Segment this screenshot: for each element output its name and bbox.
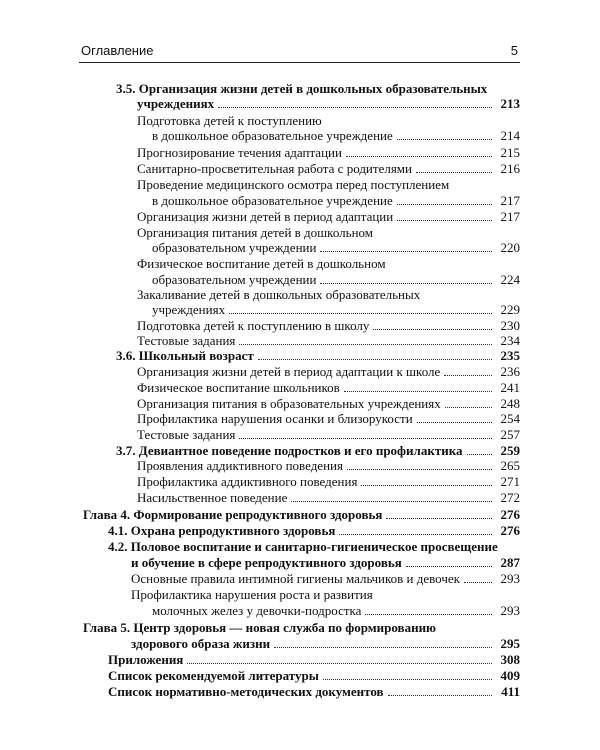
toc-entry-page-number: 213 [500, 96, 520, 111]
toc-entry-title: Насильственное поведение [137, 490, 288, 505]
dot-leader [417, 422, 492, 423]
toc-entry-title: учреждениях [152, 302, 226, 317]
toc-entry-page-number: 295 [500, 636, 520, 651]
toc-entry[interactable] [137, 209, 520, 224]
toc-entry-page-number: 216 [500, 161, 520, 176]
toc-entry-title: Профилактика аддиктивного поведения [137, 474, 358, 489]
toc-entry-title: Список нормативно-методических документов [108, 684, 384, 699]
dot-leader [388, 695, 492, 696]
toc-entry-title: Список рекомендуемой литературы [108, 668, 319, 683]
toc-entry-page-number: 241 [500, 380, 520, 395]
toc-entry-page-number: 293 [500, 603, 520, 618]
dot-leader [386, 518, 492, 519]
toc-entry-title: здорового образа жизни [131, 636, 271, 651]
toc-entry[interactable] [152, 302, 520, 317]
toc-entry-title: Проявления аддиктивного поведения [137, 458, 343, 473]
toc-entry-first-line: Закаливание детей в дошкольных образовательных [137, 287, 421, 302]
toc-entry-page-number: 257 [500, 427, 520, 442]
toc-entry-title: в дошкольное образовательное учреждение [152, 193, 393, 208]
dot-leader [187, 663, 492, 664]
toc-entry[interactable] [137, 411, 520, 426]
dot-leader [467, 454, 493, 455]
toc-entry-page-number: 235 [500, 348, 520, 363]
toc-entry[interactable] [137, 474, 520, 489]
toc-entry[interactable] [131, 571, 520, 586]
dot-leader [444, 375, 492, 376]
toc-entry-first-line: Глава 5. Центр здоровья — новая служба по формированию [83, 620, 436, 635]
toc-entry-title: Подготовка детей к поступлению в школу [137, 318, 370, 333]
toc-entry-page-number: 308 [500, 652, 520, 667]
dot-leader [373, 329, 492, 330]
toc-entry-page-number: 224 [500, 272, 520, 287]
toc-entry-page-number: 276 [500, 507, 520, 522]
toc-entry-page-number: 234 [500, 333, 520, 348]
toc-entry[interactable] [152, 193, 520, 208]
toc-entry-title: Приложения [108, 652, 184, 667]
dot-leader [320, 251, 492, 252]
toc-entry-page-number: 248 [500, 396, 520, 411]
toc-entry-title: образовательном учреждении [152, 240, 317, 255]
toc-entry-page-number: 217 [500, 193, 520, 208]
dot-leader [320, 283, 492, 284]
dot-leader [239, 344, 492, 345]
toc-entry-page-number: 276 [500, 523, 520, 538]
toc-entry-title: образовательном учреждении [152, 272, 317, 287]
toc-entry-page-number: 265 [500, 458, 520, 473]
dot-leader [218, 107, 492, 108]
running-header-title: Оглавление [81, 43, 154, 58]
running-header-page-number: 5 [510, 43, 518, 58]
toc-entry[interactable] [108, 684, 520, 699]
toc-entry-page-number: 411 [501, 684, 520, 699]
toc-entry-first-line: Физическое воспитание детей в дошкольном [137, 256, 386, 271]
toc-entry-first-line: 3.5. Организация жизни детей в дошкольных образовательных [116, 81, 488, 96]
toc-entry[interactable] [137, 96, 520, 111]
toc-entry[interactable] [116, 443, 520, 458]
dot-leader [416, 172, 492, 173]
dot-leader [291, 501, 492, 502]
toc-entry[interactable] [137, 490, 520, 505]
toc-entry-title: Профилактика нарушения осанки и близорукости [137, 411, 413, 426]
dot-leader [397, 139, 492, 140]
toc-entry[interactable] [137, 458, 520, 473]
dot-leader [361, 485, 492, 486]
toc-entry-page-number: 215 [500, 145, 520, 160]
dot-leader [239, 438, 492, 439]
toc-entry-title: молочных желез у девочки-подростка [152, 603, 362, 618]
toc-entry-title: в дошкольное образовательное учреждение [152, 128, 393, 143]
toc-entry[interactable] [116, 348, 520, 363]
dot-leader [344, 391, 492, 392]
toc-entry-page-number: 220 [500, 240, 520, 255]
toc-entry-page-number: 272 [500, 490, 520, 505]
dot-leader [397, 220, 492, 221]
toc-entry-page-number: 229 [500, 302, 520, 317]
dot-leader [274, 647, 492, 648]
toc-entry-title: и обучение в сфере репродуктивного здоровья [131, 555, 402, 570]
toc-entry-first-line: Профилактика нарушения роста и развития [131, 587, 373, 602]
toc-entry-page-number: 409 [500, 668, 520, 683]
toc-entry-page-number: 254 [500, 411, 520, 426]
toc-entry[interactable] [137, 380, 520, 395]
toc-entry[interactable] [108, 523, 520, 538]
toc-entry[interactable] [152, 128, 520, 143]
toc-entry[interactable] [137, 145, 520, 160]
toc-entry[interactable] [83, 507, 520, 522]
toc-entry-title: 3.6. Школьный возраст [116, 348, 254, 363]
toc-entry-title: Организация жизни детей в период адаптации к школе [137, 364, 441, 379]
dot-leader [464, 582, 492, 583]
toc-entry[interactable] [131, 555, 520, 570]
dot-leader [445, 407, 492, 408]
toc-entry-page-number: 230 [500, 318, 520, 333]
dot-leader [229, 313, 492, 314]
toc-entry[interactable] [137, 364, 520, 379]
toc-entry-title: Тестовые задания [137, 427, 236, 442]
toc-entry-title: Прогнозирование течения адаптации [137, 145, 342, 160]
toc-entry-page-number: 236 [500, 364, 520, 379]
toc-entry-title: Организация жизни детей в период адаптации [137, 209, 394, 224]
toc-entry-title: учреждениях [137, 96, 215, 111]
toc-entry[interactable] [108, 652, 520, 667]
dot-leader [365, 614, 492, 615]
toc-entry-first-line: 4.2. Половое воспитание и санитарно-гигиеническое просвещение [108, 539, 498, 554]
toc-entry-page-number: 287 [500, 555, 520, 570]
dot-leader [258, 359, 492, 360]
toc-entry-page-number: 293 [500, 571, 520, 586]
toc-entry[interactable] [137, 427, 520, 442]
toc-entry-title: Физическое воспитание школьников [137, 380, 340, 395]
toc-entry-title: Санитарно-просветительная работа с родителями [137, 161, 412, 176]
toc-entry-title: Тестовые задания [137, 333, 236, 348]
dot-leader [346, 156, 492, 157]
toc-entry-first-line: Организация питания детей в дошкольном [137, 225, 374, 240]
toc-entry-first-line: Проведение медицинского осмотра перед поступлением [137, 177, 450, 192]
toc-entry-page-number: 217 [500, 209, 520, 224]
toc-entry[interactable] [152, 240, 520, 255]
dot-leader [323, 679, 492, 680]
dot-leader [347, 469, 492, 470]
toc-entry-page-number: 214 [500, 128, 520, 143]
dot-leader [339, 534, 492, 535]
toc-entry-title: 4.1. Охрана репродуктивного здоровья [108, 523, 336, 538]
toc-entry[interactable] [137, 333, 520, 348]
toc-entry-title: Организация питания в образовательных учреждениях [137, 396, 441, 411]
toc-entry[interactable] [152, 272, 520, 287]
toc-entry[interactable] [152, 603, 520, 618]
toc-entry-title: Основные правила интимной гигиены мальчиков и девочек [131, 571, 460, 586]
toc-entry[interactable] [108, 668, 520, 683]
toc-entry[interactable] [137, 161, 520, 176]
toc-entry-page-number: 271 [500, 474, 520, 489]
dot-leader [397, 204, 492, 205]
dot-leader [406, 566, 492, 567]
toc-entry-title: 3.7. Девиантное поведение подростков и его профилактика [116, 443, 463, 458]
toc-entry[interactable] [131, 636, 520, 651]
toc-entry-title: Глава 4. Формирование репродуктивного здоровья [83, 507, 383, 522]
toc-entry[interactable] [137, 396, 520, 411]
toc-entry-page-number: 259 [500, 443, 520, 458]
toc-entry-first-line: Подготовка детей к поступлению [137, 113, 322, 128]
toc-entry[interactable] [137, 318, 520, 333]
